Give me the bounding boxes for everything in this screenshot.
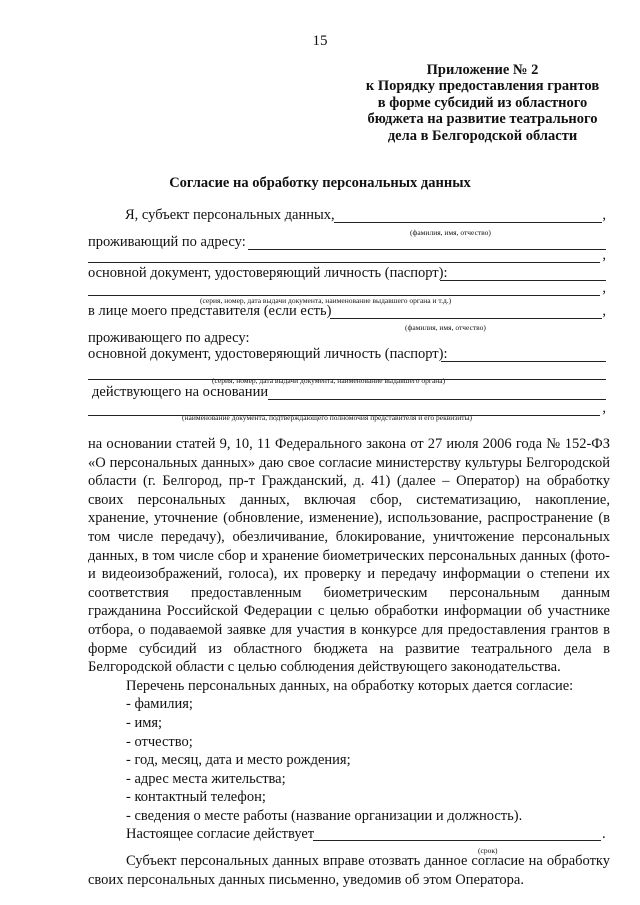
list-item: - фамилия; <box>126 696 193 713</box>
representative-row <box>88 301 610 323</box>
list-item: - контактный телефон; <box>126 789 266 806</box>
list-item: - год, месяц, дата и место рождения; <box>126 752 351 769</box>
caption-basis: (наименование документа, подтверждающего полномочия представителя и его реквизиты) <box>182 413 473 422</box>
caption-document: (серия, номер, дата выдачи документа, наименование выдавшего органа и т.д.) <box>200 296 452 305</box>
main-paragraph: на основании статей 9, 10, 11 Федерального закона от 27 июля 2006 года № 152-ФЗ «О персональных данных» даю свое согласие министерству культуры Белгородской области (г. Белгород, пр-т Гражданский, д. 41) (далее – Оператор) на обработку своих персональных данных, включая сбор, систематизацию, накопление, хранение, уточнение (обновление, изменение), использование, распространение (в том числе передачу), обезличивание, блокирование, уничтожение персональных данных, в том числе сбор и хранение биометрических персональных данных (фото- и видеоизображений, голоса), их проверку и передачу информации о степени их соответствия предоставленным биометрическим персональным данным гражданина Российской Федерации с целью обработки информации об участнике отбора, о подаваемой заявке для участия в конкурсе для предоставления грантов в форме субсидий из областного бюджета на развитие театрального дела в Белгородской области с целью соблюдения действующего законодательства. <box>88 436 610 676</box>
fio-field[interactable] <box>334 222 602 223</box>
list-item: - имя; <box>126 714 163 731</box>
list-item: - адрес места жительства; <box>126 770 286 787</box>
caption-fio-representative: (фамилия, имя, отчество) <box>405 323 486 332</box>
list-item: - сведения о месте работы (название организации и должность). <box>126 807 523 824</box>
caption-document-representative: (серия, номер, дата выдачи документа, наименование выдавшего органа) <box>212 376 446 385</box>
representative-fio-field[interactable] <box>330 318 602 319</box>
comma: , <box>602 247 606 263</box>
annex-line: в форме субсидий из областного <box>377 94 588 111</box>
document-title: Согласие на обработку персональных данных <box>169 175 471 191</box>
annex-block <box>360 62 605 144</box>
subject-label: Я, субъект персональных данных, <box>125 207 335 223</box>
document-rep-label: основной документ, удостоверяющий личность (паспорт): <box>88 346 448 362</box>
annex-line: дела в Белгородской области <box>387 127 578 144</box>
annex-line: Приложение № 2 <box>426 62 539 78</box>
term-field[interactable] <box>313 840 601 841</box>
caption-term: (срок) <box>478 846 498 856</box>
representative-label: в лице моего представителя (если есть) <box>88 303 332 319</box>
comma: , <box>602 400 606 416</box>
annex-line: бюджета на развитие театрального <box>367 111 598 128</box>
consent-body <box>88 435 610 889</box>
comma: , <box>602 303 606 319</box>
annex-line: к Порядку предоставления грантов <box>365 78 600 95</box>
document-label: основной документ, удостоверяющий личность (паспорт): <box>88 265 448 281</box>
acting-label: действующего на основании <box>92 384 269 400</box>
list-item: - отчество; <box>126 733 193 750</box>
comma: , <box>602 207 606 223</box>
personal-data-list <box>88 695 610 825</box>
final-paragraph: Субъект персональных данных вправе отозвать данное согласие на обработку своих персональных данных письменно, уведомив об этом Оператора. <box>88 853 610 888</box>
validity-label: Настоящее согласие действует <box>126 826 315 843</box>
list-intro: Перечень персональных данных, на обработку которых дается согласие: <box>126 677 574 694</box>
residing-rep-label: проживающего по адресу: <box>88 330 250 346</box>
residing-label: проживающий по адресу: <box>88 234 246 250</box>
caption-fio: (фамилия, имя, отчество) <box>410 228 491 237</box>
period: . <box>602 826 606 843</box>
comma: , <box>602 280 606 296</box>
validity-row <box>88 825 610 856</box>
subject-row <box>88 205 610 227</box>
page-number: 15 <box>312 33 328 49</box>
